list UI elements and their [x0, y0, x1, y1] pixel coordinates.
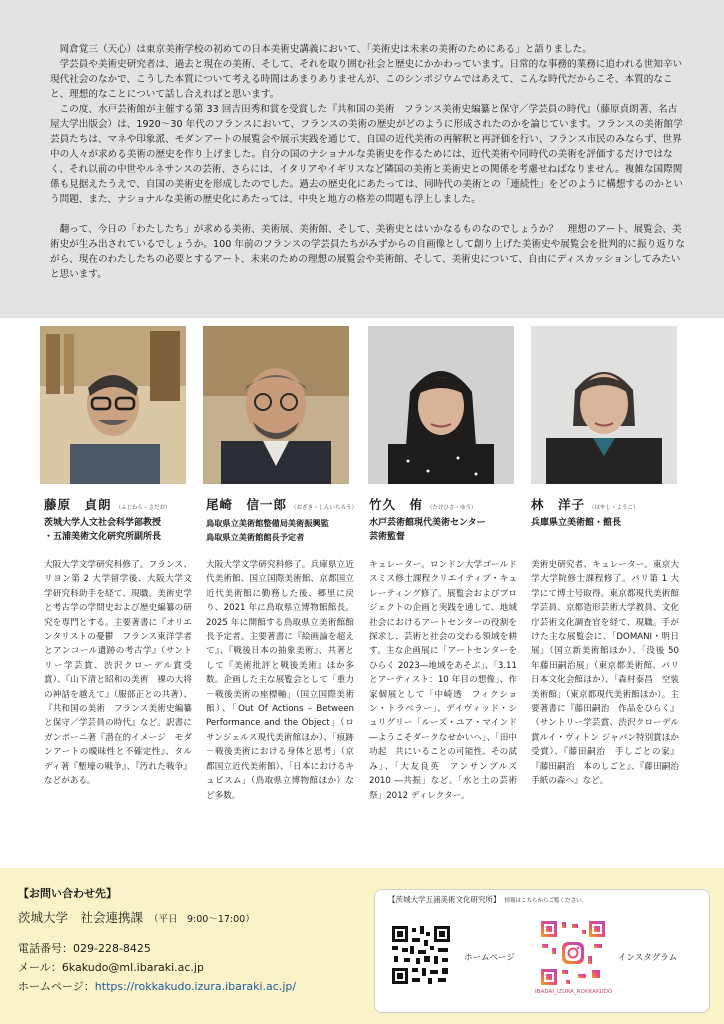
speaker-hayashi [531, 495, 679, 530]
speaker-name: 藤原 貞朗 （ふじわら・さだお） [44, 497, 171, 512]
contact-homepage: ホームページ：https://rokkakudo.izura.ibaraki.ac.jp/ [18, 980, 297, 993]
speaker-photo-takehisa [368, 326, 514, 484]
speaker-name: 林 洋子 （はやし・ようこ） [531, 497, 639, 512]
speaker-ozaki [206, 495, 358, 544]
speaker-title: 茨城大学人文社会科学部教授 ・五浦美術文化研究所副所長 [44, 518, 162, 542]
intro-paragraph: 岡倉覚三（天心）は東京美術学校の初めての日本美術史講義において、「美術史は未来の美術のためにある」と語りました。 [59, 44, 592, 55]
homepage-qr-icon[interactable] [390, 924, 452, 990]
speaker-photo-fujiwara [40, 326, 186, 484]
speaker-bio: キュレーター。ロンドン大学ゴールドスミス修士課程クリエイティブ・キュレーティング修了。展覧会およびプロジェクトの企画と実践を通して、地域社会におけるアートセンターの役割を探求し、芸術と社会の交わる領域を耕す。主な企画展に「アートセンターをひらく 2023―地域をあそぶ」、「3.11 とアーティスト：10 年目の想像」、作家個展として「中崎透 フィクション・トラベラー」、デイヴィッド・シュリグリー「ルーズ・ユア・マインド―ようこそダークなせかいへ」、「田中功起 共にいることの可能性、その試み」、「大友良英 アンサンブルズ 2010 ―共振」など。「水と土の芸術祭」2012 ディレクター。 [369, 560, 517, 801]
speaker-bio: 美術史研究者、キュレーター。東京大学大学院修士課程修了。パリ第 1 大学にて博士号取得。東京都現代美術館学芸員、京都造形芸術大学教員、文化庁芸術文化調査官を経て、現職。手がけた主な展覧会に、「DOMANI・明日展」（国立新美術館ほか）、「没後 50 年藤田嗣治展」（東京都美術館、パリ日本文化会館ほか）、「森村泰昌 空装美術館」（東京都現代美術館ほか）。主要著書に『藤田嗣治 作品をひらく』（サントリー学芸賞、渋沢クローデル賞ルイ・ヴィトン ジャパン特別賞ほか受賞）、『藤田嗣治 手しごとの家』『藤田嗣治 本のしごと』、『藤田嗣治 手紙の森へ』など。 [531, 560, 688, 787]
qr-title: 【茨城大学五浦美術文化研究所】 情報はこちらからご覧ください。 [388, 895, 588, 904]
speaker-title: 兵庫県立美術館・館長 [531, 518, 622, 528]
intro-paragraph: 翻って、今日の「わたしたち」が求める美術、美術展、美術館、そして、美術史とはいかなるものなのでしょうか？ 理想のアート、展覧会、美術史が生み出されているでしょうか。100 年前のフランスの学芸員たちがみずからの自画像として創り上げた美術史や展覧会を批判的に振り返りながら、現在のわたしたちの必要とするアート、未来のための理想の展覧会や美術館、そして、美術史について、自由にディスカッションしてみたいと思います。 [50, 224, 685, 280]
instagram-qr-icon[interactable] [538, 918, 608, 992]
intro-paragraph: 学芸員や美術史研究者は、過去と現在の美術、そして、それを取り囲む社会と歴史にかかわっています。日常的な事務的業務に追われる世知辛い現代社会のなかで、こうした本質について考える時間はあまりありませんが、このシンポジウムではあえて、こんな時代だからこそ、本質的なこと、理想的なことについて話し合えればと思います。 [50, 59, 683, 100]
homepage-qr-label: ホームページ [464, 953, 515, 963]
contact-label: 【お問い合わせ先】 [18, 887, 117, 900]
speaker-title: 鳥取県立美術館整備局美術振興監 鳥取県立美術館館長予定者 [206, 518, 329, 542]
contact-phone: 電話番号：029-228-8425 [18, 942, 151, 955]
speaker-fujiwara [44, 495, 192, 544]
speaker-name: 尾崎 信一郎 （おざき・しんいちろう） [206, 497, 358, 512]
intro-paragraph: この度、水戸芸術館が主催する第 33 回吉田秀和賞を受賞した『共和国の美術 フランス美術史編纂と保守／学芸員の時代』（藤原貞朗著、名古屋大学出版会）は、1920〜30 年代のフランスにおいて、フランスの美術の歴史がどのように形成されたのかを論じています。フランスの美術館学芸員たちは、マネや印象派、モダンアートの展覧会や展示実践を通じて、自国の近代美術の再解釈と再評価を行い、フランス市民のみならず、世界中の人々が求める美術の歴史を作り上げました。自分の国のナショナルな美術史を作るためには、近代美術や同時代の美術を評価するだけではなく、それ以前の中世やルネサンスの芸術、さらには、イタリアやイギリスなど隣国の美術と美術史との関係を考慮せねばなりません。複雑な国際関係も見据えたうえで、自国の美術史を形成したのでした。過去の歴史化にあたっては、同時代の美術との「連続性」をどのように構想するのかという問題、また、ナショナルな美術の歴史化にあたっては、中央と地方の格差の問題も浮上しました。 [50, 104, 683, 205]
speaker-title: 水戸芸術館現代美術センター 芸術監督 [369, 518, 486, 542]
speaker-bio: 大阪大学文学研究科修了。兵庫県立近代美術館、国立国際美術館、京都国立近代美術館に勤務した後、郷里に戻り、2021 年に鳥取県立博物館館長。2025 年に開館する鳥取県立美術館館長予定者。主要著書に『絵画論を超えて』、『戦後日本の抽象美術』、共著として『美術批評と戦後美術』ほか多数。企画した主な展覧会として「重力－戦後美術の座標軸」（国立国際美術館）、「Out Of Actions – Between Performance and the Object」（ロサンジェルス現代美術館ほか）、「痕跡－戦後美術における身体と思考」（京都国立近代美術館）、「日本におけるキュビスム」（鳥取県立博物館ほか）など多数。 [206, 560, 354, 801]
contact-mail[interactable]: メール：6kakudo@ml.ibaraki.ac.jp [18, 961, 204, 974]
speaker-photo-ozaki [203, 326, 349, 484]
intro-text [50, 42, 686, 282]
contact-org: 茨城大学 社会連携課 （平日 9:00〜17:00） [18, 910, 255, 925]
speaker-bio: 大阪大学文学研究科修了。フランス、リヨン第 2 大学留学後、大阪大学文学研究科助手を経て、現職。美術史学と考古学の学問史および歴史編纂の研究を専門とする。主要著書に『オリエンタリストの憂鬱 フランス東洋学者とアンコール遺跡の考古学』（サントリー学芸賞、渋沢クローデル賞受賞）、『山下清と昭和の美術 裸の大将の神話を越えて』（服部正との共著）、『共和国の美術 フランス美術史編纂と保守／学芸員の時代』など。訳書にガンボーニ著『潜在的イメージ モダンアートの曖昧性と不確定性』、タルディ著『塹壕の戦争』、『汚れた戦争』などがある。 [44, 560, 192, 787]
instagram-qr-label: インスタグラム [618, 953, 678, 963]
instagram-handle: IBADAI_IZURA_ROKKAKUDO [535, 989, 613, 995]
speaker-takehisa [369, 495, 517, 544]
speaker-photo-hayashi [531, 326, 677, 484]
speaker-name: 竹久 侑 （たけひさ・ゆう） [369, 497, 477, 512]
homepage-link[interactable]: https://rokkakudo.izura.ibaraki.ac.jp/ [94, 980, 297, 993]
